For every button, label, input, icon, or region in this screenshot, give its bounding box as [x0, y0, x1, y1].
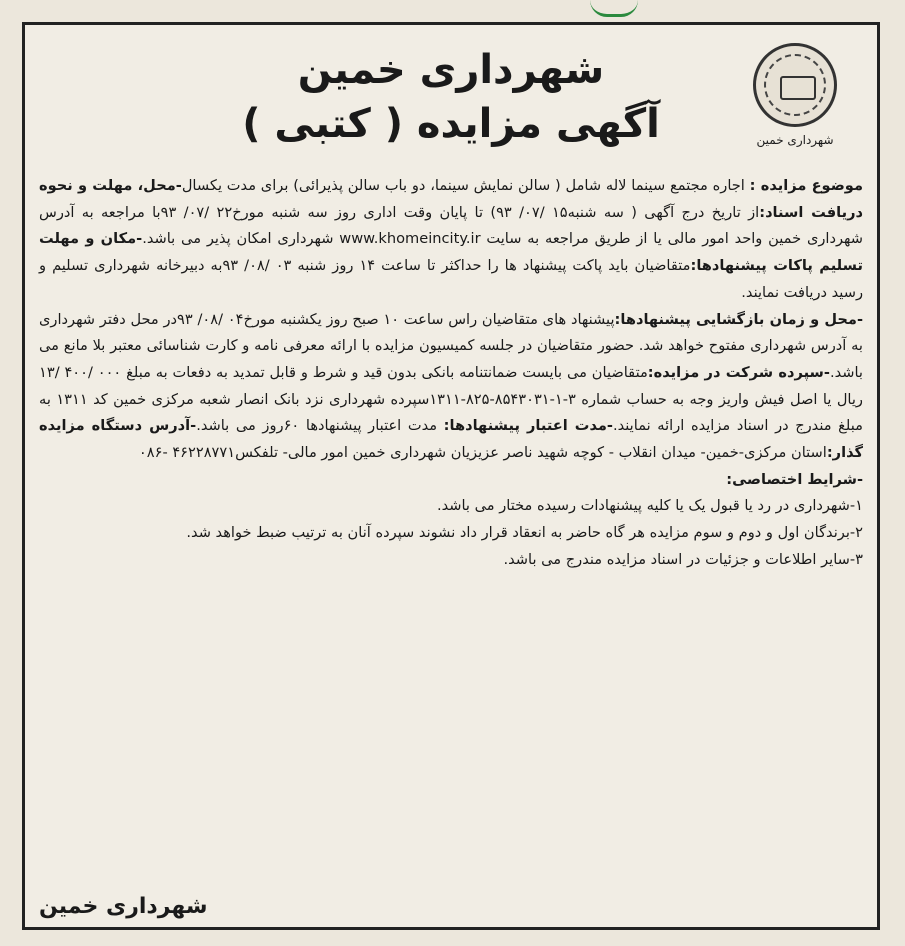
- notice-frame: [22, 22, 880, 930]
- seal-caption: شهرداری خمین: [756, 133, 834, 147]
- submission-text: متقاضیان باید پاکت پیشنهاد ها را حداکثر تا ساعت ۱۴ روز شنبه ۰۳ /۰۸/ ۹۳به دبیرخانه شهرداری تسلیم و رسید دریافت نمایند.: [39, 257, 863, 301]
- documents-text: از تاریخ درج آگهی ( سه شنبه۱۵ /۰۷/ ۹۳) تا پایان وقت اداری روز سه شنبه مورخ۲۲ /۰۷/ ۹۳با مراجعه به آدرس شهرداری خمین واحد امور مالی یا از طریق مراجعه به سایت www.khomeincity.ir شهرداری امکان پذیر می باشد.: [39, 203, 863, 248]
- opening-text: پیشنهاد های متقاضیان راس ساعت ۱۰ صبح روز یکشنبه مورخ۰۴ /۰۸/ ۹۳در محل دفتر شهرداری به آدرس شهرداری مفتوح خواهد شد. حضور متقاضیان در جلسه کمیسیون مزایده با ارائه معرفی نامه و کارت شناسائی معتبر بلا مانع می باشد.: [39, 310, 863, 381]
- condition-item-3: ۳-سایر اطلاعات و جزئیات در اسناد مزایده مندرج می باشد.: [503, 550, 863, 568]
- validity-label: -مدت اعتبار پیشنهادها:: [443, 417, 613, 435]
- conditions-label: -شرایط اختصاصی:: [726, 470, 863, 488]
- documents-label: -محل، مهلت و نحوه دریافت اسناد:: [39, 177, 863, 221]
- page-subtitle: آگهی مزایده ( کتبی ): [242, 101, 660, 147]
- conditions-heading: [39, 467, 863, 494]
- deposit-text: متقاضیان می بایست ضمانتنامه بانکی بدون قید و شرط و قابل تمدید به دفعات به مبلغ ۰۰۰ /۴۰۰ /۱۳ ریال یا اصل فیش واریز وجه به حساب شماره ۳-۱-۸۵۴۳۰۳۱-۸۲۵-۱۳۱۱سپرده شهرداری نزد بانک انصار شعبه مرکزی خمین کد ۱۳۱۱ به مبلغ مندرج در اسناد مزایده ارائه نمایند.: [39, 363, 863, 435]
- address-label: -آدرس دستگاه مزایده گذار:: [39, 417, 863, 462]
- condition-item-2: ۲-برندگان اول و دوم و سوم مزایده هر گاه حاضر به انعقاد قرار داد نشوند سپرده آنان به ترتیب ضبط خواهد شد.: [186, 524, 863, 542]
- subject-text: اجاره مجتمع سینما لاله شامل ( سالن نمایش سینما، دو باب سالن پذیرائی) برای مدت یکسال: [181, 177, 750, 194]
- decorative-mark: [590, 0, 638, 17]
- address-text: استان مرکزی-خمین- میدان انقلاب - کوچه شهید ناصر عزیزیان شهرداری خمین امور مالی- تلفکس۴۶۲۲۸۷۷۱ -۰۸۶: [138, 444, 827, 462]
- municipality-seal: [735, 43, 855, 147]
- page-title: شهرداری خمین: [297, 47, 605, 93]
- paragraph-opening: [39, 307, 863, 467]
- opening-label: -محل و زمان بازگشایی پیشنهادها:: [614, 310, 864, 328]
- validity-text: مدت اعتبار پیشنهادها ۶۰روز می باشد.: [196, 417, 444, 435]
- paragraph-subject: [39, 173, 863, 307]
- deposit-label: -سپرده شرکت در مزایده:: [647, 363, 830, 381]
- seal-emblem-icon: [753, 43, 837, 127]
- submission-label: -مکان و مهلت تسلیم پاکات پیشنهادها:: [39, 230, 863, 275]
- notice-body: [39, 173, 863, 574]
- subject-label: موضوع مزایده :: [749, 177, 863, 194]
- notice-header: [175, 43, 727, 151]
- condition-item-1: ۱-شهرداری در رد یا قبول یک یا کلیه پیشنهادات رسیده مختار می باشد.: [436, 497, 863, 515]
- footer-signature: شهرداری خمین: [39, 894, 208, 919]
